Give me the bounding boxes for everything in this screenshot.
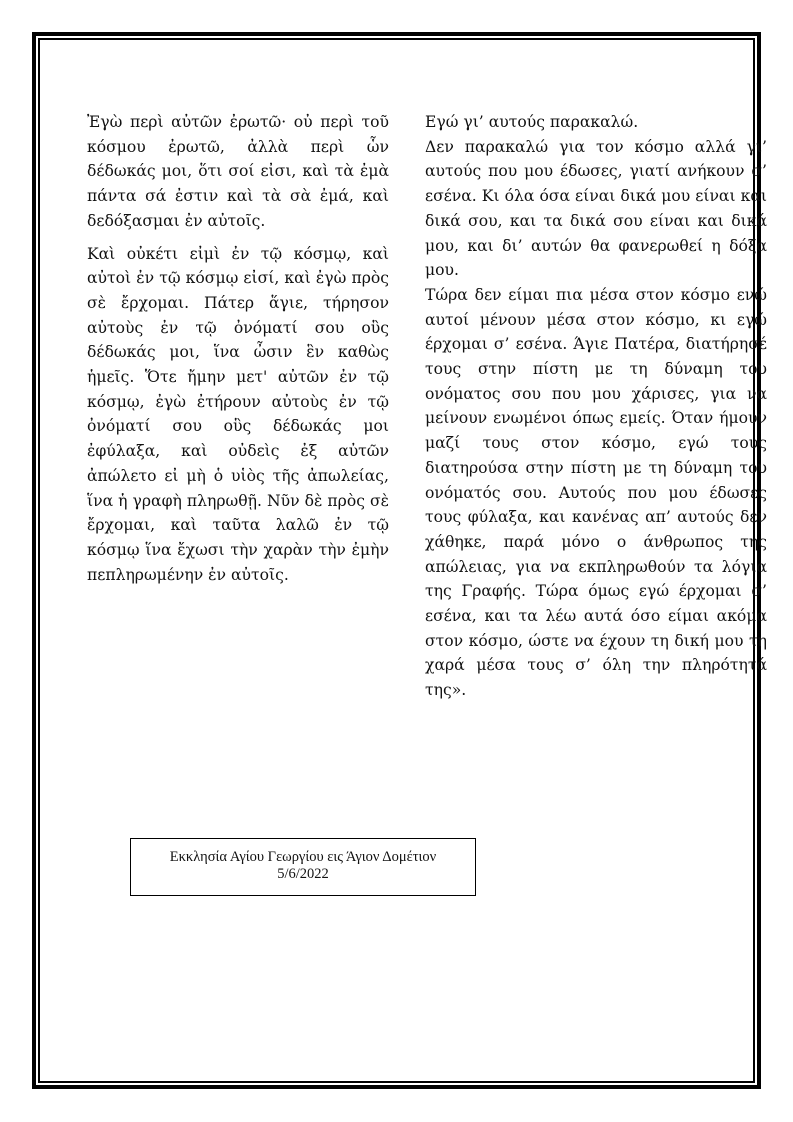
modern-greek-text-column xyxy=(425,110,767,703)
ancient-greek-text-column xyxy=(87,110,389,587)
church-date-box xyxy=(130,838,476,896)
church-name: Εκκλησία Αγίου Γεωργίου εις Άγιον Δομέτιον xyxy=(169,849,437,865)
date-text: 5/6/2022 xyxy=(277,866,329,882)
modern-greek-paragraph-2: Δεν παρακαλώ για τον κόσμο αλλά γι’ αυτούς που μου έδωσες, γιατί ανήκουν σ’ εσένα. Κι όλα όσα είναι δικά μου είναι και δικά σου, και τα δικά σου είναι και δικά μου, και δι’ αυτών θα φανερωθεί η δόξα μου. xyxy=(425,137,767,280)
modern-greek-paragraph-1: Εγώ γι’ αυτούς παρακαλώ. xyxy=(425,113,639,131)
modern-greek-paragraph-3: Τώρα δεν είμαι πια μέσα στον κόσμο ενώ αυτοί μένουν μέσα στον κόσμο, κι εγώ έρχομαι σ’ εσένα. Άγιε Πατέρα, διατήρησέ τους στην πίστη με τη δύναμη του ονόματος σου που μου χάρισες, για να μείνουν ενωμένοι όπως εμείς. Όταν ήμουν μαζί τους στον κόσμο, εγώ τους διατηρούσα στην πίστη με τη δύναμη του ονόματός σου. Αυτούς που μου έδωσες τους φύλαξα, και κανένας απ’ αυτούς δεν χάθηκε, παρά μόνο ο άνθρωπος της απώλειας, για να εκπληρωθούν τα λόγια της Γραφής. Τώρα όμως εγώ έρχομαι σ’ εσένα, και τα λέω αυτά όσο είμαι ακόμα στον κόσμο, ώστε να έχουν τη δική μου τη χαρά μέσα τους σ’ όλη την πληρότητά της». xyxy=(425,285,767,700)
ancient-greek-paragraph-1: Ἐγὼ περὶ αὐτῶν ἐρωτῶ· οὐ περὶ τοῦ κόσμου ἐρωτῶ, ἀλλὰ περὶ ὧν δέδωκάς μοι, ὅτι σοί εἰσι, καὶ τὰ ἐμὰ πάντα σά ἐστιν καὶ τὰ σὰ ἐμά, καὶ δεδόξασμαι ἐν αὐτοῖς. xyxy=(87,113,389,230)
ancient-greek-paragraph-2: Καὶ οὐκέτι εἰμὶ ἐν τῷ κόσμῳ, καὶ αὐτοὶ ἐν τῷ κόσμῳ εἰσί, καὶ ἐγὼ πρὸς σὲ ἔρχομαι. Πάτερ ἅγιε, τήρησον αὐτοὺς ἐν τῷ ὀνόματί σου οὓς δέδωκάς μοι, ἵνα ὦσιν ἓν καθὼς ἡμεῖς. Ὅτε ἤμην μετ' αὐτῶν ἐν τῷ κόσμῳ, ἐγὼ ἐτήρουν αὐτοὺς ἐν τῷ ὀνόματί σου οὓς δέδωκάς μοι ἐφύλαξα, καὶ οὐδεὶς ἐξ αὐτῶν ἀπώλετο εἰ μὴ ὁ υἱὸς τῆς ἀπωλείας, ἵνα ἡ γραφὴ πληρωθῇ. Νῦν δὲ πρὸς σὲ ἔρχομαι, καὶ ταῦτα λαλῶ ἐν τῷ κόσμῳ ἵνα ἔχωσι τὴν χαρὰν τὴν ἐμὴν πεπληρωμένην ἐν αὐτοῖς. xyxy=(87,244,389,584)
